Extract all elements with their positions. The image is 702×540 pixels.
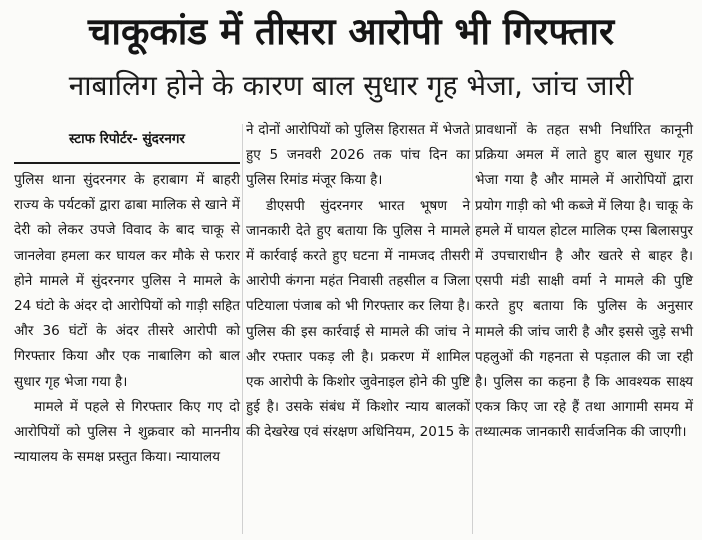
column-divider-2 [472, 124, 473, 534]
column-1-paragraph-2: मामले में पहले से गिरफ्तार किए गए दो आरोपियों को पुलिस ने शुक्रवार को माननीय न्यायालय के समक्ष प्रस्तुत किया। न्यायालय [14, 398, 240, 466]
byline-text: स्टाफ रिपोर्टर- सुंदरनगर [69, 131, 185, 148]
article-column-1 [14, 118, 240, 470]
column-3-paragraph-1: प्रावधानों के तहत सभी निर्धारित कानूनी प्रक्रिया अमल में लाते हुए बाल सुधार गृह भेजा गया है और मामले में आरोपियों द्वारा प्रयोग गाड़ी को भी कब्जे में लिया है। चाकू के हमले में घायल होटल मालिक एम्स बिलासपुर में उपचाराधीन है और खतरे से बाहर है। एसपी मंडी साक्षी वर्मा ने मामले की पुष्टि करते हुए बताया कि पुलिस के अनुसार मामले की जांच जारी है और इससे जुड़े सभी पहलुओं की गहनता से पड़ताल की जा रही है। पुलिस का कहना है कि आवश्यक साक्ष्य एकत्र किए जा रहे हैं तथा आगामी समय में तथ्यात्मक जानकारी सार्वजनिक की जाएगी। [475, 122, 693, 441]
subheadline: नाबालिग होने के कारण बाल सुधार गृह भेजा, जांच जारी [68, 69, 634, 102]
article-column-2 [246, 118, 470, 446]
article-column-3 [475, 118, 693, 446]
byline-rule [14, 162, 240, 164]
column-divider-1 [242, 124, 243, 534]
column-1-paragraph-1: पुलिस थाना सुंदरनगर के हराबाग में बाहरी राज्य के पर्यटकों द्वारा ढाबा मालिक से खाने में देरी को लेकर उपजे विवाद के बाद चाकू से जानलेवा हमला कर घायल कर मौके से फरार होने मामले में सुंदरनगर पुलिस ने मामले के 24 घंटो के अंदर दो आरोपियों को गाड़ी सहित और 36 घंटों के अंदर तीसरे आरोपी को गिरफ्तार किया और एक नाबालिग को बाल सुधार गृह भेजा गया है। [14, 172, 240, 390]
column-2-paragraph-2: डीएसपी सुंदरनगर भारत भूषण ने जानकारी देते हुए बताया कि पुलिस ने मामले में कार्रवाई करते हुए घटना में नामजद तीसरी आरोपी कंगना महंत निवासी तहसील व जिला पटियाला पंजाब को भी गिरफ्तार कर लिया है। पुलिस की इस कार्रवाई से मामले की जांच ने और रफ्तार पकड़ ली है। प्रकरण में शामिल एक आरोपी के किशोर जुवेनाइल होने की पुष्टि हुई है। उसके संबंध में किशोर न्याय बालकों की देखरेख एवं संरक्षण अधिनियम, 2015 के [246, 197, 470, 441]
byline [14, 118, 240, 162]
headline: चाकूकांड में तीसरा आरोपी भी गिरफ्तार [87, 10, 615, 53]
column-2-paragraph-1: ने दोनों आरोपियों को पुलिस हिरासत में भेजते हुए 5 जनवरी 2026 तक पांच दिन का पुलिस रिमांड मंजूर किया है। [246, 122, 470, 189]
